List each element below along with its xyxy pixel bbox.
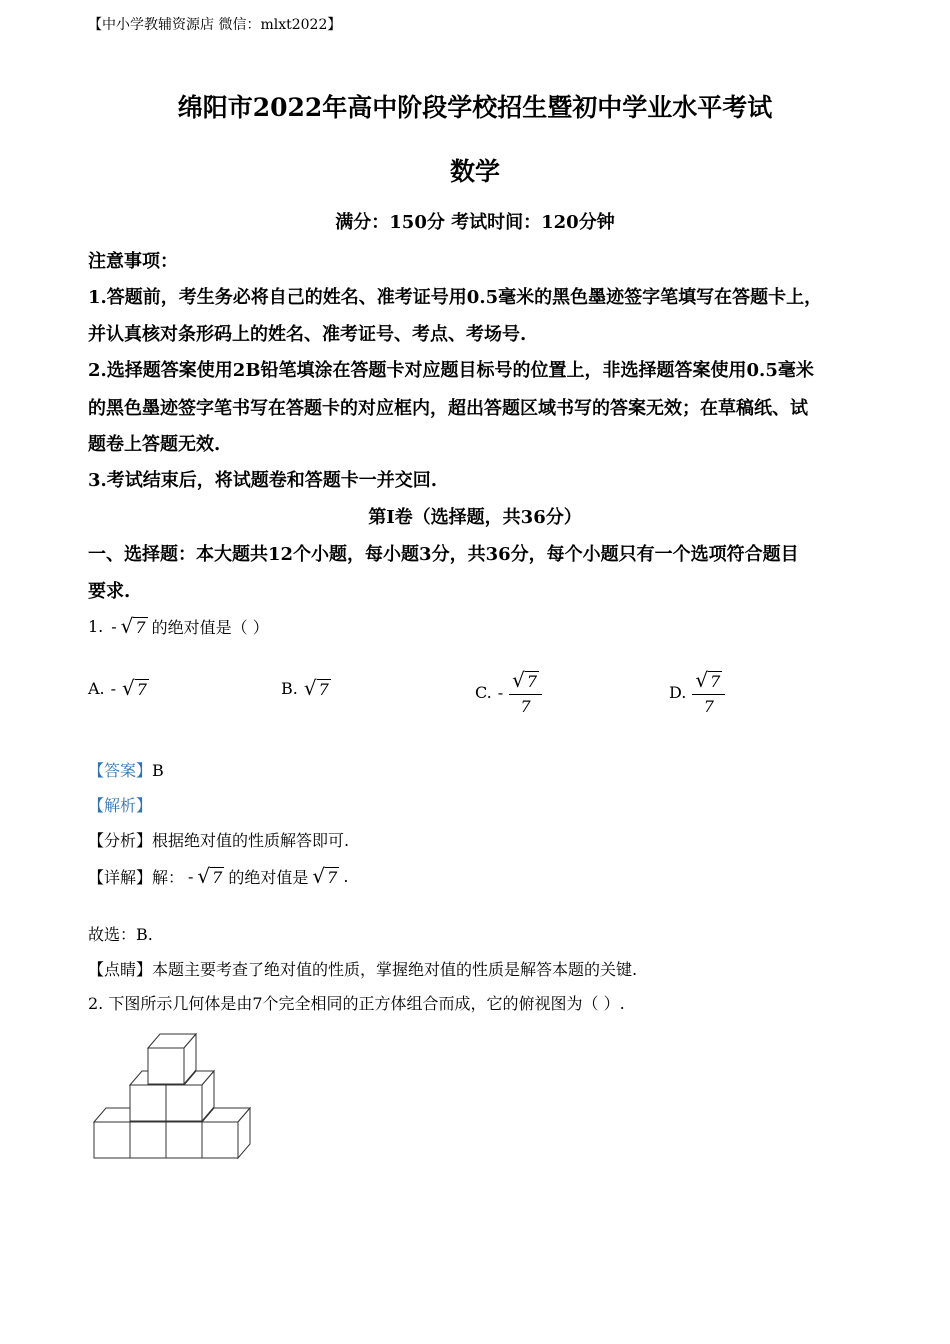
question-2: 2. 下图所示几何体是由7个完全相同的正方体组合而成，它的俯视图为（ ）.: [88, 994, 625, 1013]
exam-title: 绵阳市2022年高中阶段学校招生暨初中学业水平考试: [177, 93, 773, 122]
fraction: $\frac{√ 7}{7}$: [692, 668, 725, 716]
notice-heading: 注意事项：: [88, 251, 178, 272]
notice-line: 2.选择题答案使用2B铅笔填涂在答题卡对应题目标号的位置上，非选择题答案使用0.5毫米: [88, 360, 814, 381]
minus-sign: -: [111, 616, 117, 636]
sqrt-expression: √ 7: [122, 676, 147, 700]
part-instruction: 要求.: [88, 581, 131, 602]
answer-tag: 【答案】: [88, 761, 153, 780]
option-b[interactable]: B. √ 7: [281, 676, 329, 700]
notice-line: 并认真核对条形码上的姓名、准考证号、考点、考场号.: [88, 324, 527, 345]
exam-info: 满分：150分 考试时间：120分钟: [335, 212, 615, 233]
cube-face: [202, 1122, 238, 1158]
fraction: $\frac{√ 7}{7}$: [509, 668, 542, 716]
notice-line: 3.考试结束后，将试题卷和答题卡一并交回.: [88, 470, 438, 491]
sqrt-expression: √ 7: [312, 864, 338, 888]
option-a[interactable]: A. - √ 7: [88, 676, 147, 700]
part-instruction: 一、选择题：本大题共12个小题，每小题3分，共36分，每个小题只有一个选项符合题目: [88, 544, 799, 565]
cube-top: [94, 1108, 130, 1122]
header-note: 【中小学教辅资源店 微信：mlxt2022】: [88, 17, 342, 33]
cube-face: [130, 1122, 166, 1158]
detail-line: 【详解】解： - √ 7 的绝对值是 √ 7 .: [88, 864, 349, 888]
cube-face: [166, 1085, 202, 1121]
cube-face: [148, 1048, 184, 1084]
option-d[interactable]: D. $\frac{√ 7}{7}$: [669, 668, 725, 716]
dianjing-line: 【点睛】本题主要考查了绝对值的性质，掌握绝对值的性质是解答本题的关键.: [88, 960, 638, 979]
cube-face: [130, 1085, 166, 1121]
notice-line: 题卷上答题无效.: [88, 434, 221, 455]
section-title: 第Ⅰ卷（选择题，共36分）: [368, 507, 582, 528]
question-1: [88, 614, 269, 638]
analysis-text: 【分析】根据绝对值的性质解答即可.: [88, 831, 350, 850]
cube-face: [166, 1122, 202, 1158]
answer-line: [88, 758, 164, 781]
answer-value: B: [152, 761, 164, 780]
sqrt-expression: √ 7: [303, 676, 329, 700]
sqrt-expression: √ 7: [197, 864, 223, 888]
question-text: 的绝对值是（ ）: [151, 617, 269, 637]
notice-line: 1.答题前，考生务必将自己的姓名、准考证号用0.5毫米的黑色墨迹签字笔填写在答题卡上，: [88, 287, 823, 308]
subject-title: 数学: [449, 157, 500, 186]
cube-top: [130, 1071, 148, 1085]
choice-line: 故选：B.: [88, 925, 153, 944]
notice-line: 的黑色墨迹签字笔书写在答题卡的对应框内，超出答题区域书写的答案无效；在草稿纸、试: [88, 398, 808, 419]
cube-face: [94, 1122, 130, 1158]
cube-figure: [88, 1030, 258, 1164]
option-c[interactable]: C. - $\frac{√ 7}{7}$: [475, 668, 542, 716]
analysis-tag: 【解析】: [88, 796, 153, 815]
sqrt-expression: √ 7: [120, 614, 146, 638]
question-number: 1.: [88, 616, 104, 636]
